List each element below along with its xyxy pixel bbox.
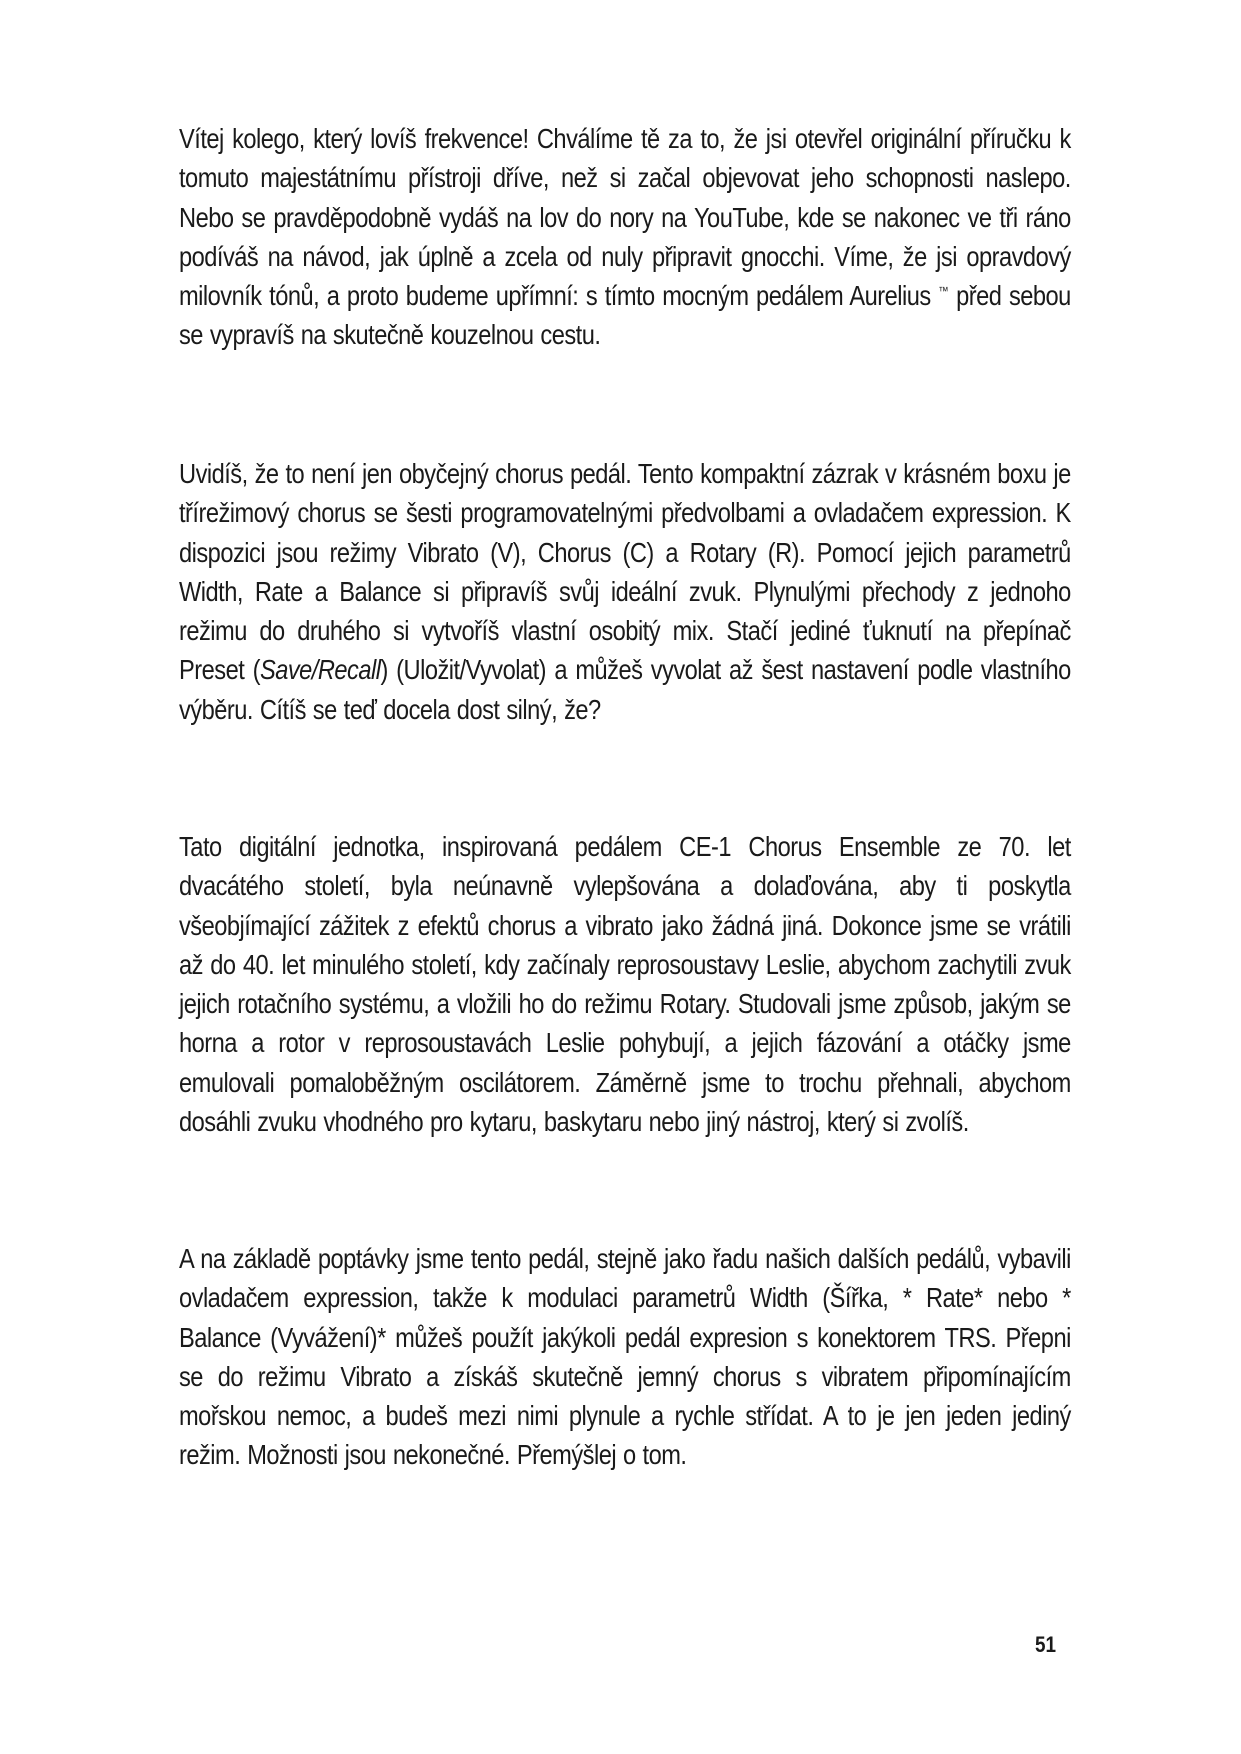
paragraph-history-text: Tato digitální jednotka, inspirovaná pedálem CE-1 Chorus Ensemble ze 70. let dvacátého století, byla neúnavně vylepšována a dolaďována, aby ti poskytla všeobjímající zážitek z efektů chorus a vibrato jako žádná jiná. Dokonce jsme se vrátili až do 40. let minulého století, kdy začínaly reprosoustavy Leslie, abychom zachytili zvuk jejich rotačního systému, a vložili ho do režimu Rotary. Studovali jsme způsob, jakým se horna a rotor v reprosoustavách Leslie pohybují, a jejich fázování a otáčky jsme emulovali pomaloběžným oscilátorem. Záměrně jsme to trochu přehnali, abychom dosáhli zvuku vhodného pro kytaru, baskytaru nebo jiný nástroj, který si zvolíš. [179, 831, 1071, 1138]
paragraph-modes-text-end: ) (Uložit/Vyvolat) a můžeš vyvolat až šest nastavení podle vlastního výběru. Cítíš se teď docela dost silný, že? [179, 654, 1071, 725]
paragraph-intro [179, 119, 1071, 355]
trademark-symbol: ™ [938, 284, 949, 299]
paragraph-modes [179, 454, 1071, 729]
save-recall-term: Save/Recall [259, 654, 381, 686]
paragraph-expression [179, 1239, 1071, 1475]
paragraph-intro-text-end: před sebou se vypravíš na skutečně kouzelnou cestu. [179, 280, 1071, 351]
paragraph-expression-text: A na základě poptávky jsme tento pedál, stejně jako řadu našich dalších pedálů, vybavili ovladačem expression, takže k modulaci parametrů Width (Šířka, * Rate* nebo * Balance (Vyvážení)* můžeš použít jakýkoli pedál expresion s konektorem TRS. Přepni se do režimu Vibrato a získáš skutečně jemný chorus s vibratem připomínajícím mořskou nemoc, a budeš mezi nimi plynule a rychle střídat. A to je jen jeden jediný režim. Možnosti jsou nekonečné. Přemýšlej o tom. [179, 1243, 1071, 1471]
paragraph-history [179, 827, 1071, 1141]
page-number: 51 [1035, 1632, 1057, 1657]
paragraph-intro-text: Vítej kolego, který lovíš frekvence! Chválíme tě za to, že jsi otevřel originální příručku k tomuto majestátnímu přístroji dříve, než si začal objevovat jeho schopnosti naslepo. Nebo se pravděpodobně vydáš na lov do nory na YouTube, kde se nakonec ve tři ráno podíváš na návod, jak úplně a zcela od nuly připravit gnocchi. Víme, že jsi opravdový milovník tónů, a proto budeme upřímní: s tímto mocným pedálem Aurelius [179, 123, 1071, 312]
paragraph-modes-text: Uvidíš, že to není jen obyčejný chorus pedál. Tento kompaktní zázrak v krásném boxu je třírežimový chorus se šesti programovatelnými předvolbami a ovladačem expression. K dispozici jsou režimy Vibrato (V), Chorus (C) a Rotary (R). Pomocí jejich parametrů Width, Rate a Balance si připravíš svůj ideální zvuk. Plynulými přechody z jednoho režimu do druhého si vytvoříš vlastní osobitý mix. Stačí jediné ťuknutí na přepínač Preset ( [179, 458, 1071, 686]
